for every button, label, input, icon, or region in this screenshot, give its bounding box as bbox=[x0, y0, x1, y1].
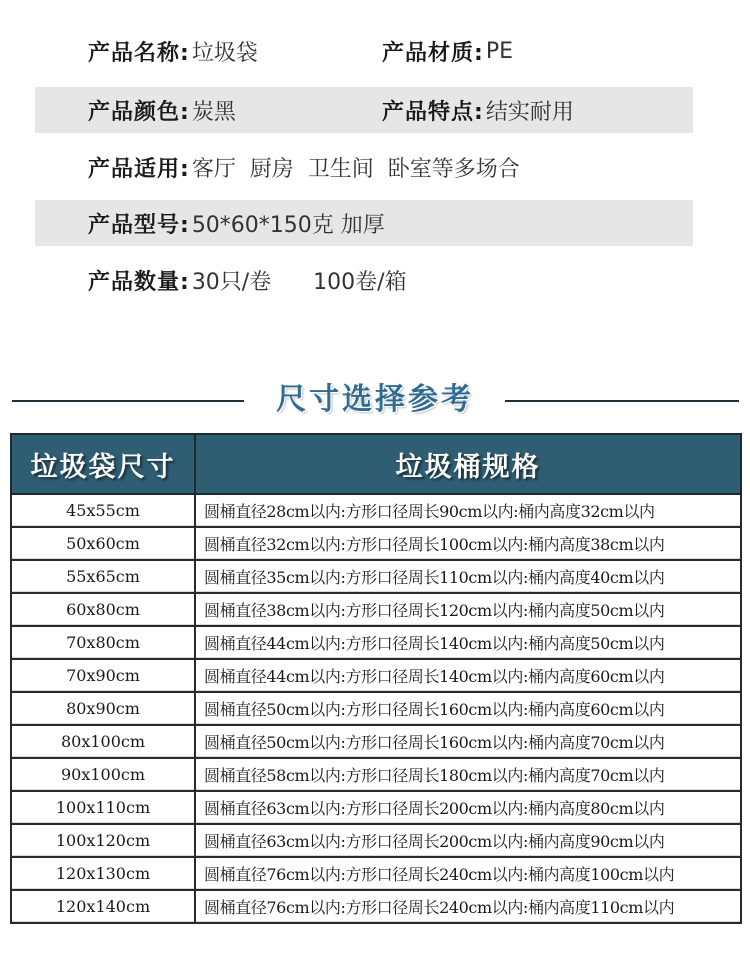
bag-size-cell: 45x55cm bbox=[11, 494, 195, 527]
bag-size-cell: 100x110cm bbox=[11, 791, 195, 824]
bin-spec-cell: 圆桶直径63cm以内:方形口径周长200cm以内:桶内高度80cm以内 bbox=[195, 791, 741, 824]
table-row bbox=[11, 560, 741, 593]
table-row bbox=[11, 593, 741, 626]
table-row bbox=[11, 725, 741, 758]
bin-spec-cell: 圆桶直径32cm以内:方形口径周长100cm以内:桶内高度38cm以内 bbox=[195, 527, 741, 560]
info-row-quantity bbox=[35, 257, 693, 303]
bag-size-cell: 50x60cm bbox=[11, 527, 195, 560]
size-reference-heading bbox=[0, 378, 750, 422]
bin-spec-cell: 圆桶直径50cm以内:方形口径周长160cm以内:桶内高度70cm以内 bbox=[195, 725, 741, 758]
table-row bbox=[11, 824, 741, 857]
info-feature bbox=[382, 95, 574, 126]
info-value: 炭黑 bbox=[191, 99, 236, 125]
info-value: 垃圾袋 bbox=[191, 40, 258, 66]
bin-spec-cell: 圆桶直径38cm以内:方形口径周长120cm以内:桶内高度50cm以内 bbox=[195, 593, 741, 626]
info-color bbox=[88, 95, 236, 126]
bag-size-cell: 70x90cm bbox=[11, 659, 195, 692]
bag-size-cell: 120x140cm bbox=[11, 890, 195, 923]
bin-spec-cell: 圆桶直径58cm以内:方形口径周长180cm以内:桶内高度70cm以内 bbox=[195, 758, 741, 791]
info-material bbox=[382, 36, 513, 67]
table-body bbox=[11, 494, 741, 923]
bag-size-cell: 120x130cm bbox=[11, 857, 195, 890]
info-value: 结实耐用 bbox=[485, 99, 574, 125]
table-row bbox=[11, 758, 741, 791]
table-row bbox=[11, 626, 741, 659]
size-reference-table bbox=[10, 433, 742, 924]
bag-size-cell: 90x100cm bbox=[11, 758, 195, 791]
info-label: 产品数量: bbox=[88, 269, 190, 295]
table-row bbox=[11, 791, 741, 824]
info-row-name-material bbox=[35, 28, 693, 74]
info-name bbox=[88, 36, 258, 67]
bag-size-cell: 70x80cm bbox=[11, 626, 195, 659]
info-label: 产品适用: bbox=[88, 156, 190, 182]
info-row-model bbox=[35, 200, 693, 246]
info-label: 产品特点: bbox=[382, 99, 484, 125]
info-label: 产品型号: bbox=[88, 212, 190, 238]
table-row bbox=[11, 890, 741, 923]
info-quantity bbox=[88, 265, 407, 296]
bag-size-cell: 60x80cm bbox=[11, 593, 195, 626]
header-bag-size: 垃圾袋尺寸 bbox=[11, 434, 195, 494]
info-value: 50*60*150克 加厚 bbox=[191, 212, 385, 238]
bin-spec-cell: 圆桶直径63cm以内:方形口径周长200cm以内:桶内高度90cm以内 bbox=[195, 824, 741, 857]
section-title: 尺寸选择参考 bbox=[276, 382, 474, 417]
bin-spec-cell: 圆桶直径76cm以内:方形口径周长240cm以内:桶内高度110cm以内 bbox=[195, 890, 741, 923]
bin-spec-cell: 圆桶直径44cm以内:方形口径周长140cm以内:桶内高度50cm以内 bbox=[195, 626, 741, 659]
bag-size-cell: 100x120cm bbox=[11, 824, 195, 857]
info-label: 产品颜色: bbox=[88, 99, 190, 125]
bag-size-cell: 55x65cm bbox=[11, 560, 195, 593]
info-usage bbox=[88, 152, 520, 183]
table-header-row bbox=[11, 434, 741, 494]
table-row bbox=[11, 527, 741, 560]
info-label: 产品名称: bbox=[88, 40, 190, 66]
info-row-color-feature bbox=[35, 87, 693, 133]
table-row bbox=[11, 494, 741, 527]
bin-spec-cell: 圆桶直径35cm以内:方形口径周长110cm以内:桶内高度40cm以内 bbox=[195, 560, 741, 593]
info-value: 30只/卷 100卷/箱 bbox=[191, 269, 407, 295]
info-label: 产品材质: bbox=[382, 40, 484, 66]
bin-spec-cell: 圆桶直径28cm以内:方形口径周长90cm以内:桶内高度32cm以内 bbox=[195, 494, 741, 527]
info-value: 客厅 厨房 卫生间 卧室等多场合 bbox=[191, 156, 520, 182]
table-row bbox=[11, 692, 741, 725]
table-row bbox=[11, 659, 741, 692]
table-row bbox=[11, 857, 741, 890]
bin-spec-cell: 圆桶直径76cm以内:方形口径周长240cm以内:桶内高度100cm以内 bbox=[195, 857, 741, 890]
heading-divider-right bbox=[505, 400, 739, 402]
bag-size-cell: 80x100cm bbox=[11, 725, 195, 758]
info-value: PE bbox=[485, 38, 513, 64]
header-bin-spec: 垃圾桶规格 bbox=[195, 434, 741, 494]
info-row-usage bbox=[35, 144, 693, 190]
bag-size-cell: 80x90cm bbox=[11, 692, 195, 725]
bin-spec-cell: 圆桶直径50cm以内:方形口径周长160cm以内:桶内高度60cm以内 bbox=[195, 692, 741, 725]
bin-spec-cell: 圆桶直径44cm以内:方形口径周长140cm以内:桶内高度60cm以内 bbox=[195, 659, 741, 692]
info-model bbox=[88, 208, 385, 239]
